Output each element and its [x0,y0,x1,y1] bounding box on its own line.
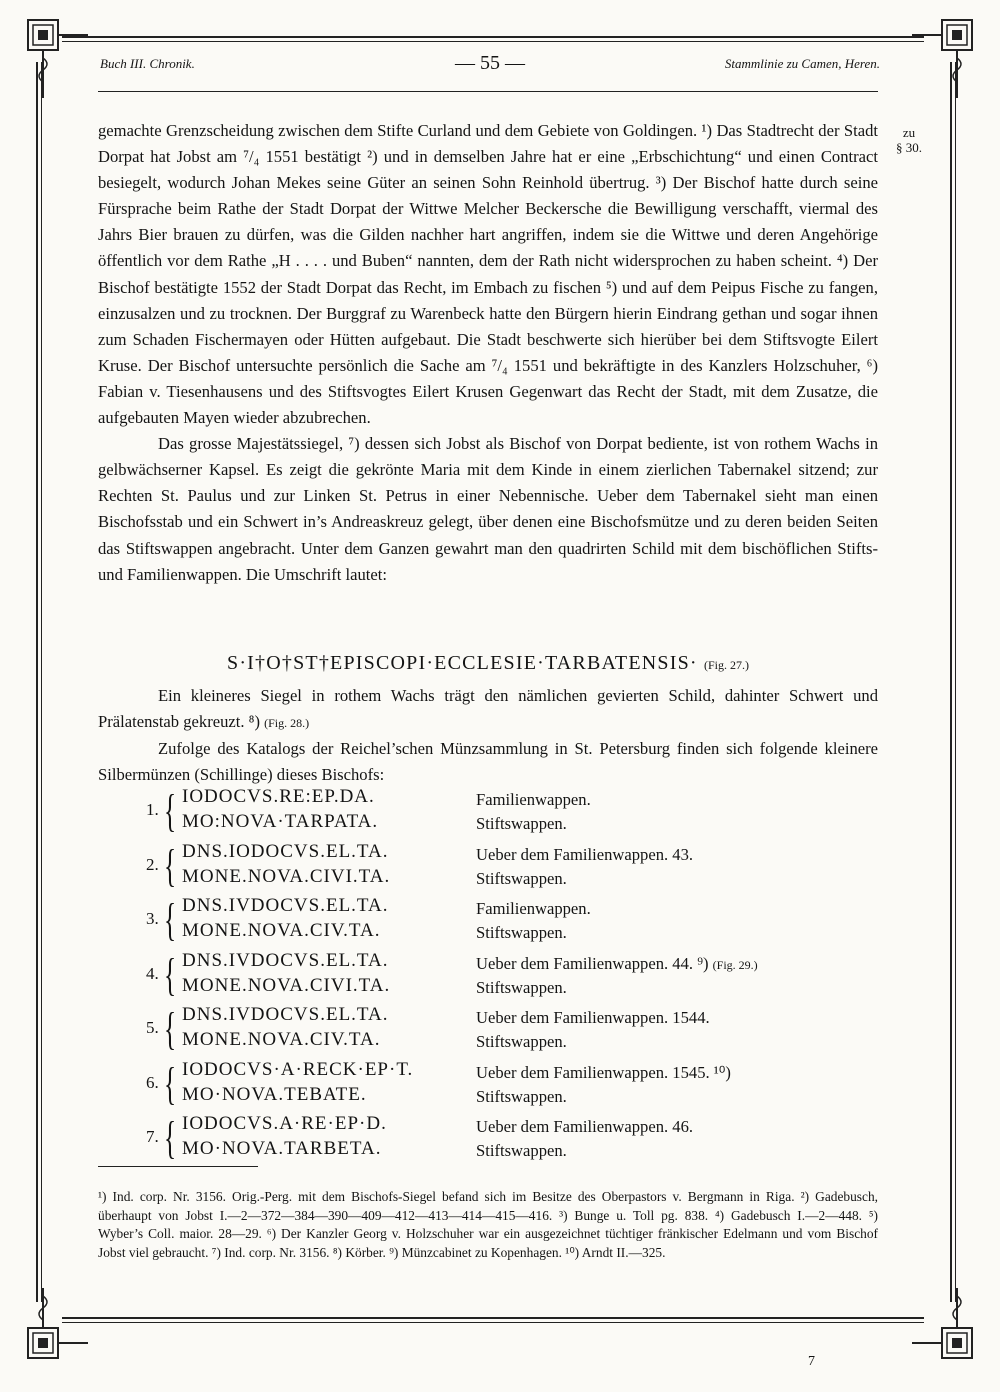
coin-desc-obverse: Familienwappen. [476,790,591,809]
paragraph-small-seal [98,683,878,736]
list-item [140,895,900,950]
coin-legend-reverse: MO:NOVA·TARPATA. [182,811,379,832]
ornament-corner-bottom-right [908,1288,978,1368]
coin-desc-obverse: Familienwappen. [476,899,591,918]
list-item [140,1004,900,1059]
paragraph-small-seal-text: Ein kleineres Siegel in rothem Wachs trägt den nämlichen gevierten Schild, dahinter Schwert und Prälatenstab gekreuzt. ⁸) [98,686,878,731]
coin-desc-reverse: Stiftswappen. [476,814,567,833]
coin-legend-reverse: MONE.NOVA.CIVI.TA. [182,974,391,996]
ornament-corner-top-right [908,14,978,104]
coin-desc-obverse: Ueber dem Familienwappen. 1544. [476,1008,710,1027]
coin-desc-obverse: Ueber dem Familienwappen. 43. [476,844,694,864]
paragraph-catalog: Zufolge des Katalogs der Reichel’schen Münzsammlung in St. Petersburg finden sich folgende kleinere Silbermünzen (Schillinge) dieses Bischofs: [98,739,878,784]
coin-legend-reverse: MONE.NOVA.CIVI.TA. [182,865,391,887]
coin-number: 6. [146,1072,159,1092]
brace: { [164,785,177,836]
paragraph-1: gemachte Grenzscheidung zwischen dem Stifte Curland und dem Gebiete von Goldingen. ¹) Das Stadtrecht der Stadt Dorpat hat Jobst am ⁷/₄ 1551 bestätigt ²) und in demselben Jahre hat er eine „Erbschichtung“ und einen Contract besiegelt, wodurch Johan Mekes seine Güter an seinen Sohn Reinhold übertrug. ³) Der Bischof hatte durch seine Fürsprache beim Rathe der Stadt Dorpat der Wittwe Melcher Beckersche die Bewilligung verschafft, viermal des Jahrs Bier brauen zu dürfen, was die Gilden nachher hart angriffen, indem sie die Wittwe und deren Angehörige öffentlich vor dem Rathe „H . . . . und Buben“ nannten, dem der Rath nicht widersprochen zu haben scheint. ⁴) Der Bischof bestätigte 1552 der Stadt Dorpat das Recht, im Embach zu fischen ⁵) und auf dem Peipus Fische zu fangen, einzusalzen und zu trocknen. Der Burggraf zu Warenbeck hatte den Bürgern hierin Eindrang gethan und sogar ihnen zum Schaden Fischermayen oder Hütten aufgebaut. Die Stadt beschwerte sich hierüber bei dem Stiftsvogte Eilert Kruse. Der Bischof untersuchte persönlich die Sache am ⁷/₄ 1551 und bekräftigte in des Kanzlers Holzschuher, ⁶) Fabian v. Tiesenhausens und des Stiftsvogtes Eilert Krusen Gegenwart das Recht der Stadt, mit dem Zusatze, die aufgebauten Mayen wieder abzubrechen. [98,121,878,428]
coin-legend-reverse: MO·NOVA.TEBATE. [182,1083,367,1105]
coin-number: 1. [146,800,159,819]
coin-desc-obverse: Ueber dem Familienwappen. 1545. ¹⁰) [476,1062,731,1082]
list-item [140,950,900,1005]
coin-number: 2. [146,854,159,874]
list-item [140,1059,900,1114]
brace: { [164,1057,177,1109]
coin-legend-obverse: DNS.IVDOCVS.EL.TA. [182,949,389,971]
coin-number: 5. [146,1018,159,1037]
ornament-corner-top-left [22,14,92,104]
frame-left-line [36,62,42,1302]
coin-desc-obverse [476,954,758,974]
seal-legend-text: S·I†O†ST†EPISCOPI·ECCLESIE·TARBATENSIS· [227,652,698,674]
coin-desc-reverse: Stiftswappen. [476,1032,567,1051]
paragraph-2: Das grosse Majestätssiegel, ⁷) dessen sich Jobst als Bischof von Dorpat bediente, ist von rothem Wachs in gelbwächserner Kapsel. Es zeigt die gekrönte Maria mit dem Kinde in einem zierlichen Tabernakel sitzend; zur Rechten St. Paulus und zur Linken St. Petrus in einer Nebennische. Ueber dem Tabernakel sieht man einen Bischofsstab und ein Schwert in’s Andreaskreuz gelegt, über denen eine Bischofsmütze und zu deren beiden Seiten das Stiftswappen angebracht. Unter dem Ganzen gewahrt man den quadrirten Schild mit dem bischöflichen Stifts- und Familienwappen. Die Umschrift lautet: [98,434,878,584]
coin-number: 4. [146,963,159,983]
margin-note-line1: zu [902,125,916,140]
seal-legend-fig: (Fig. 27.) [703,658,749,672]
page-number: — 55 — [455,52,525,74]
brace: { [164,894,177,945]
coin-legend-obverse: DNS.IVDOCVS.EL.TA. [182,1004,389,1025]
frame-top-line [62,36,924,42]
footnotes [98,1188,878,1262]
coin-legend-obverse: DNS.IVDOCVS.EL.TA. [182,895,389,916]
coin-list [140,786,900,1168]
coin-legend-reverse: MONE.NOVA.CIV.TA. [182,1029,381,1050]
header-left: Buch III. Chronik. [100,56,195,71]
coin-number: 7. [146,1127,159,1146]
coin-legend-obverse: IODOCVS.A·RE·EP·D. [182,1113,387,1134]
coin-number: 3. [146,909,159,928]
after-legend-text [98,683,878,787]
coin-legend-obverse: IODOCVS.RE:EP.DA. [182,786,375,807]
brace: { [164,839,177,891]
coin-desc-obverse-text: Ueber dem Familienwappen. 44. ⁹) [476,953,709,973]
coin-desc-reverse: Stiftswappen. [476,977,567,997]
brace: { [164,1003,177,1054]
coin-legend-obverse: DNS.IODOCVS.EL.TA. [182,840,389,862]
margin-note-line2: § 30. [896,140,922,155]
coin-legend-obverse: IODOCVS·A·RECK·EP·T. [182,1058,414,1080]
header-rule [98,91,878,92]
list-item [140,1113,900,1168]
list-item [140,786,900,841]
brace: { [164,948,177,1000]
signature-mark: 7 [808,1354,815,1369]
coin-desc-obverse: Ueber dem Familienwappen. 46. [476,1117,694,1136]
footnote-rule [98,1166,258,1167]
seal-legend [98,652,878,675]
brace: { [164,1112,177,1163]
header-right: Stammlinie zu Camen, Heren. [724,56,880,71]
coin-legend-reverse: MO·NOVA.TARBETA. [182,1138,382,1159]
margin-note [885,125,933,155]
frame-right-line [950,62,956,1302]
coin-desc-reverse: Stiftswappen. [476,1141,567,1160]
main-text [98,118,878,588]
footnote-text: ¹) Ind. corp. Nr. 3156. Orig.-Perg. mit dem Bischofs-Siegel befand sich im Besitze des Oberpastors v. Bergmann in Riga. ²) Gadebusch, überhaupt von Jobst I.—2—372—384—390—409—412—413—414—415—416. ³) Bunge u. Toll pg. 838. ⁴) Gadebusch I.—2—448. ⁵) Wyber’s Coll. maior. 28—29. ⁶) Der Kanzler Georg v. Holzschuher war ein ausgezeichnet tüchtiger fränkischer Edelmann und vom Bischof Jobst viel gebraucht. ⁷) Ind. corp. Nr. 3156. ⁸) Körber. ⁹) Münzcabinet zu Kopenhagen. ¹⁰) Arndt II.—325. [98,1189,878,1260]
coin-legend-reverse: MONE.NOVA.CIV.TA. [182,920,381,941]
paragraph-small-seal-fig: (Fig. 28.) [264,715,310,730]
running-header [100,52,880,76]
list-item [140,841,900,896]
frame-bottom-line [62,1317,924,1323]
ornament-corner-bottom-left [22,1288,92,1368]
coin-fig-ref: (Fig. 29.) [712,957,758,972]
coin-desc-reverse: Stiftswappen. [476,868,567,888]
coin-desc-reverse: Stiftswappen. [476,1086,567,1106]
coin-desc-reverse: Stiftswappen. [476,923,567,942]
